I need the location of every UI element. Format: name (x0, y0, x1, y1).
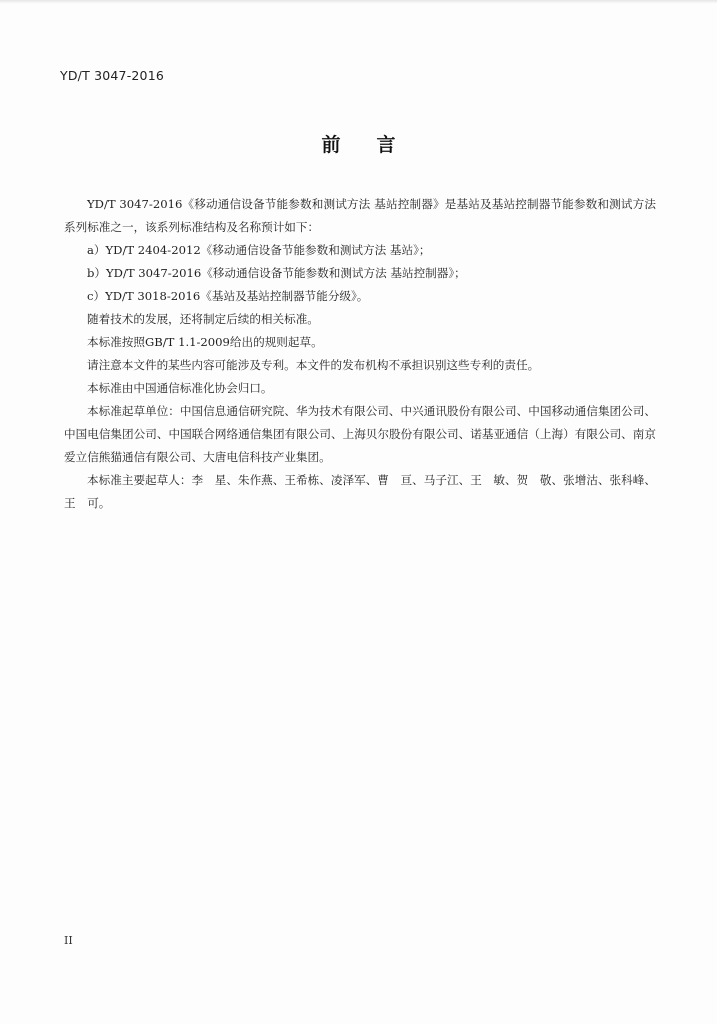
list-item-c: c）YD/T 3018-2016《基站及基站控制器节能分级》。 (87, 289, 369, 303)
patent-notice-paragraph: 请注意本文件的某些内容可能涉及专利。本文件的发布机构不承担识别这些专利的责任。 (87, 358, 540, 372)
drafting-rule-paragraph: 本标准按照GB/T 1.1-2009给出的规则起草。 (87, 335, 323, 349)
jurisdiction-paragraph: 本标准由中国通信标准化协会归口。 (87, 381, 273, 395)
intro-paragraph: YD/T 3047-2016《移动通信设备节能参数和测试方法 基站控制器》是基站及基站控制器节能参数和测试方法系列标准之一，该系列标准结构及名称预计如下： (64, 197, 656, 234)
list-item-a: a）YD/T 2404-2012《移动通信设备节能参数和测试方法 基站》； (87, 243, 431, 257)
foreword-body (64, 193, 656, 515)
scan-edge (0, 0, 717, 4)
development-paragraph: 随着技术的发展，还将制定后续的相关标准。 (87, 312, 319, 326)
page-number: II (64, 934, 73, 947)
list-item-b: b）YD/T 3047-2016《移动通信设备节能参数和测试方法 基站控制器》； (87, 266, 466, 280)
drafting-units-paragraph: 本标准起草单位：中国信息通信研究院、华为技术有限公司、中兴通讯股份有限公司、中国移动通信集团公司、中国电信集团公司、中国联合网络通信集团有限公司、上海贝尔股份有限公司、诺基亚通信（上海）有限公司、南京爱立信熊猫通信有限公司、大唐电信科技产业集团。 (64, 404, 656, 464)
document-id: YD/T 3047-2016 (60, 68, 165, 83)
drafters-paragraph: 本标准主要起草人：李 星、朱作燕、王希栋、凌泽军、曹 亘、马子江、王 敏、贺 敬、张增沽、张科峰、王 可。 (64, 473, 656, 510)
page-title: 前言 (321, 134, 432, 156)
